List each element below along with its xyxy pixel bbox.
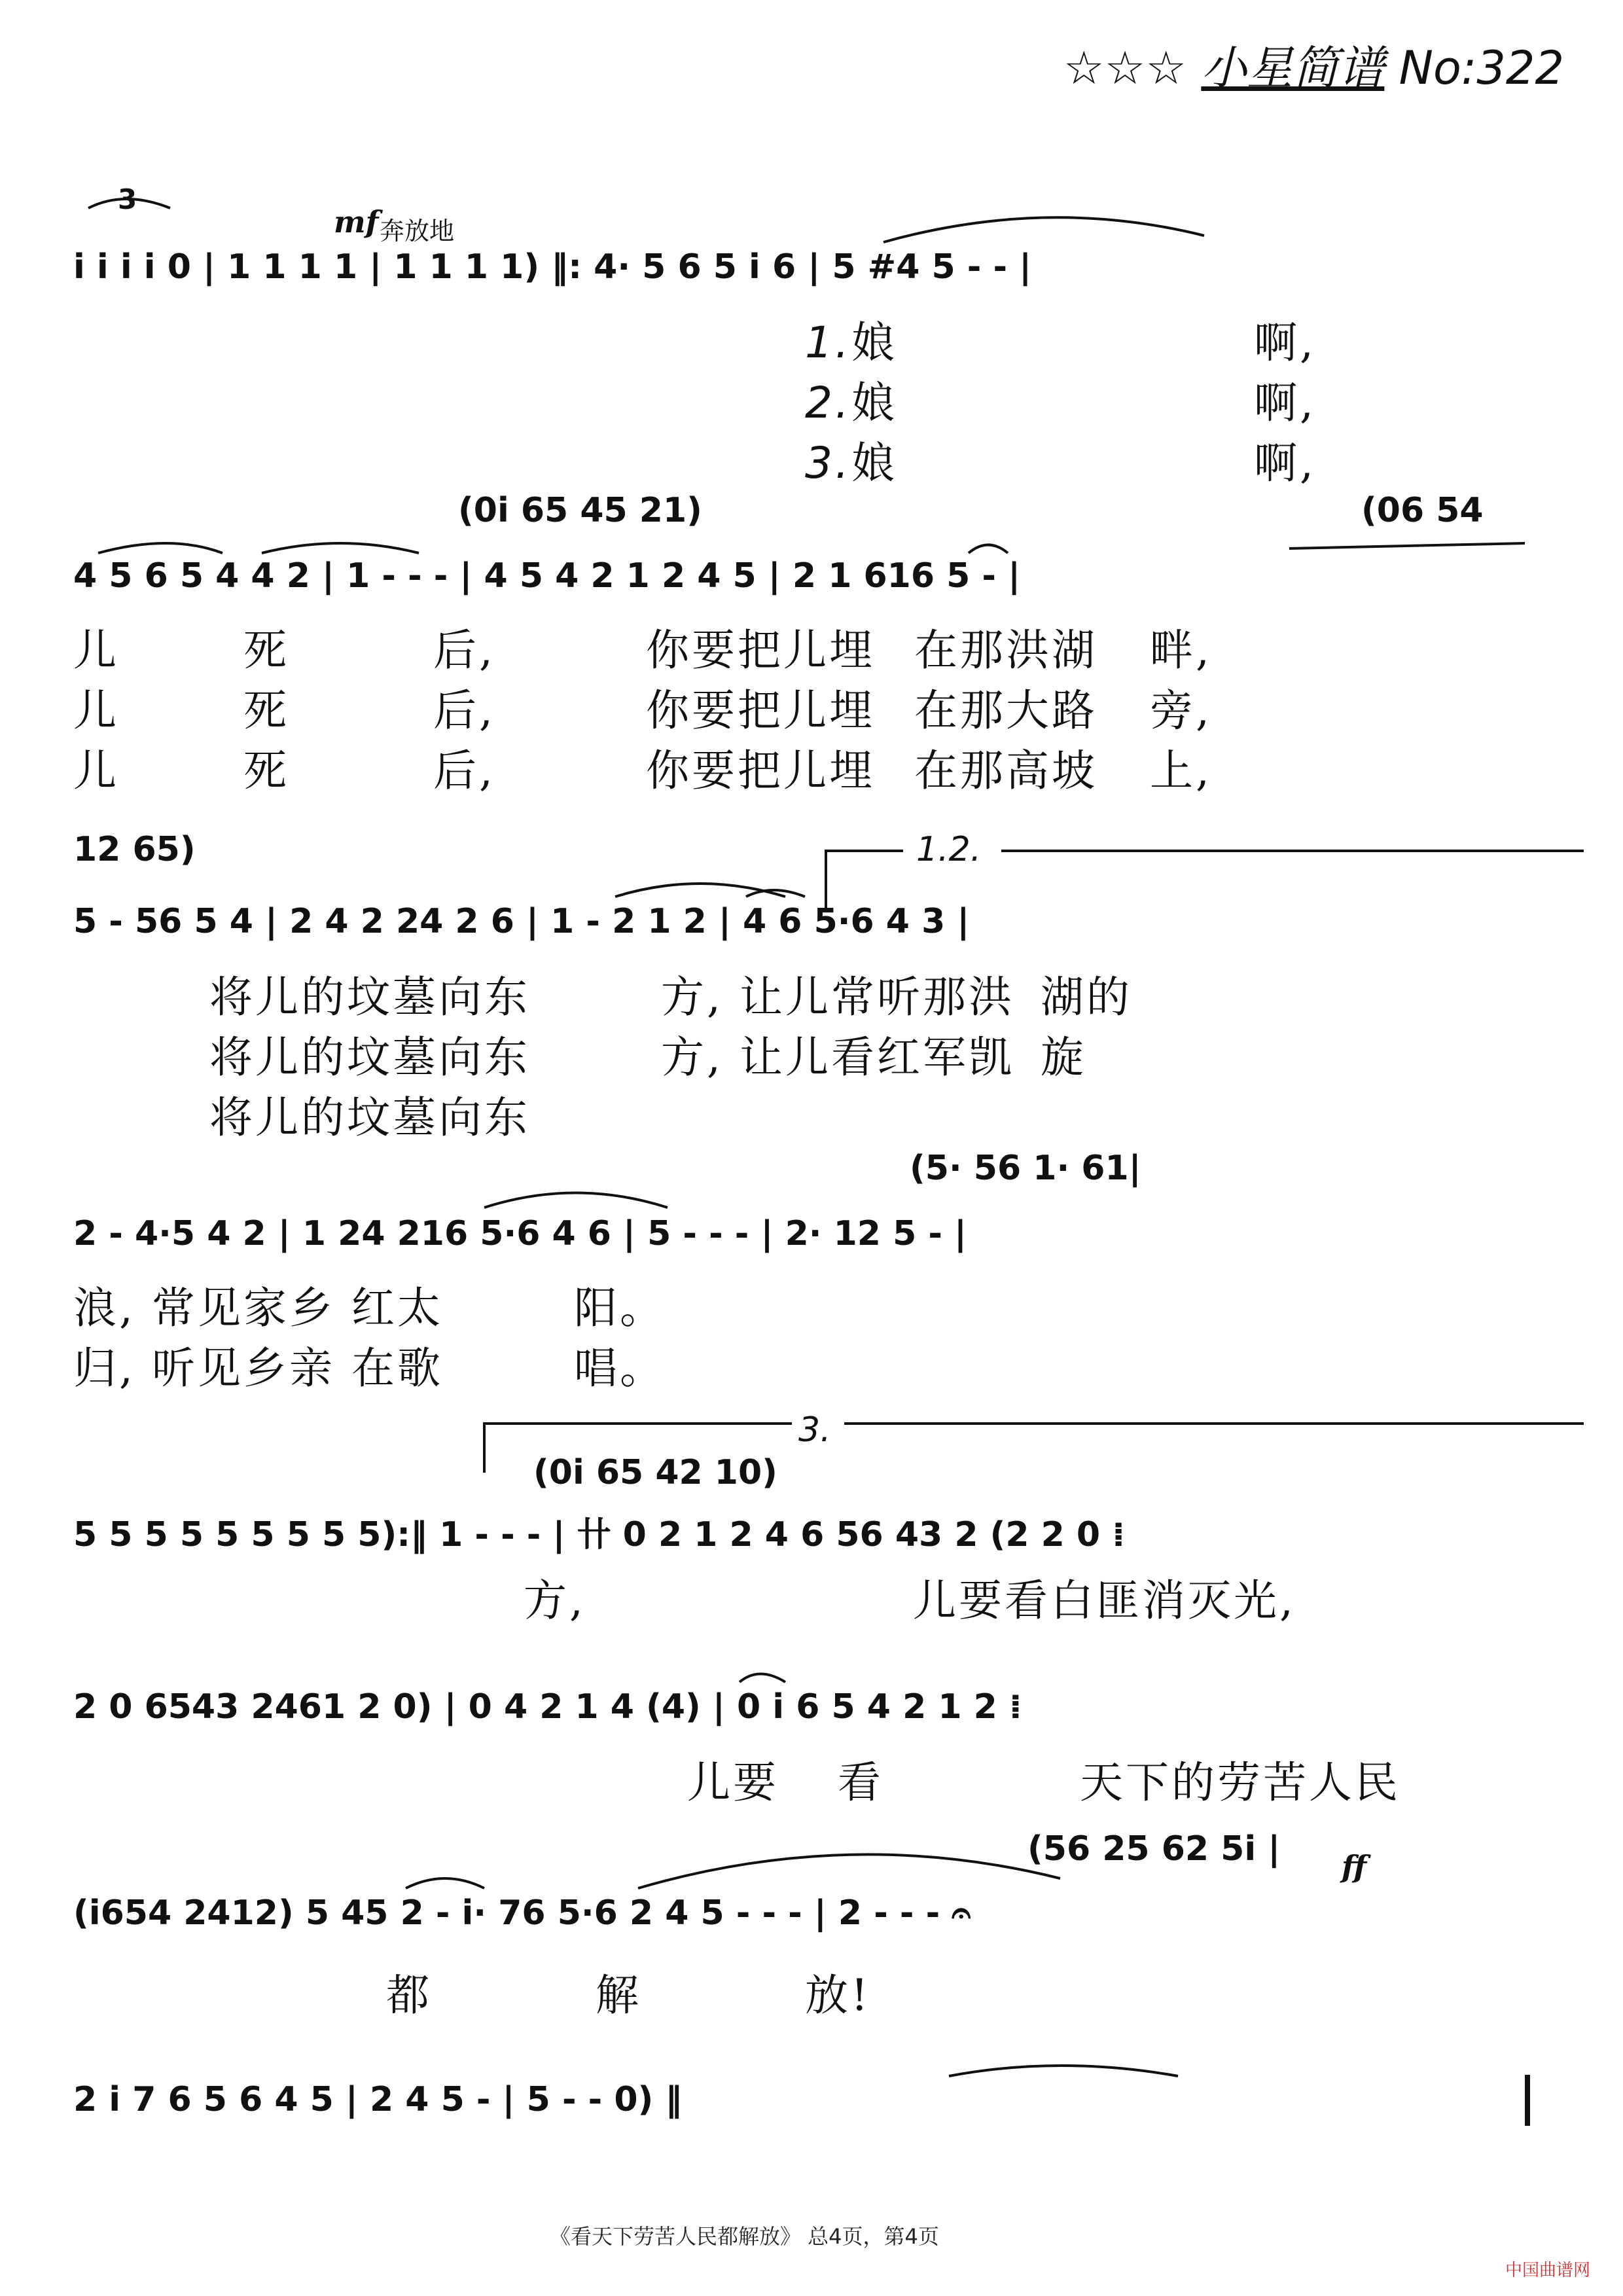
verse-2-line-1: 2.娘 啊, [805,378,1316,428]
star-icons: ☆☆☆ [1063,41,1187,95]
notation-row-6: 2 0 6543 2461 2 0) | 0 4 2 1 4 (4) | 0 i 6 5 4 2 1 2 ⁞ [73,1687,1022,1727]
verse-3-line-3: 将儿的坟墓向东 [209,1092,530,1143]
lyric-line-6: 儿要 看 天下的劳苦人民 [687,1757,1400,1808]
verse-1-line-2: 儿 死 后, 你要把儿埋 在那洪湖 畔, [73,625,1212,675]
verse-2-line-4: 归, 听见乡亲 在歌 唱。 [73,1343,666,1393]
notation-row-3: 5 - 56 5 4 | 2 4 2 24 2 6 | 1 - 2 1 2 | 4 6 5·6 4 3 | [73,902,970,941]
triplet-slur [88,199,170,208]
intro-row-7: (56 25 62 5i | [1027,1829,1281,1869]
dynamic-ff: ff [1342,1849,1367,1884]
lyric-line-5: 方, 儿要看白匪消灭光, [524,1575,1296,1626]
page-footer: 《看天下劳苦人民都解放》 总4页，第4页 [550,2224,939,2249]
intro-row-2: (0i 65 45 21) [458,491,702,530]
notation-row-4: 2 - 4·5 4 2 | 1 24 216 5·6 4 6 | 5 - - - | 2· 12 5 - | [73,1214,967,1253]
intro-row-3: 12 65) [73,830,196,869]
notation-row-2: 4 5 6 5 4 4 2 | 1 - - - | 4 5 4 2 1 2 4 5 | 2 1 616 5 - | [73,556,1021,596]
expression-mark: 奔放地 [380,217,455,245]
lyric-line-7: 都 解 放! [386,1970,871,2020]
volta-1-2: 1.2. [916,830,982,869]
verse-1-line-3: 将儿的坟墓向东 方, 让儿常听那洪 湖的 [209,972,1132,1022]
verse-3-line-2: 儿 死 后, 你要把儿埋 在那高坡 上, [73,745,1212,796]
slur-row1 [883,217,1204,242]
notation-row-5: 5 5 5 5 5 5 5 5 5):‖ 1 - - - | 卄 0 2 1 2 4 6 56 43 2 (2 2 0 ⁞ [73,1515,1125,1554]
notation-row-1: i i i i 0 | 1 1 1 1 | 1 1 1 1) ‖: 4· 5 6 5 i 6 | 5 #4 5 - - | [73,247,1032,287]
intro2-row-2: (06 54 [1361,491,1484,530]
notation-row-7: (i654 2412) 5 45 2 - i· 76 5·6 2 4 5 - - - | 2 - - - 𝄐 [73,1893,971,1933]
verse-2-line-3: 将儿的坟墓向东 方, 让儿看红军凯 旋 [209,1032,1086,1083]
triplet-mark: 3 [118,183,137,215]
intro-row-4: (5· 56 1· 61| [910,1149,1141,1188]
notation-row-8: 2 i 7 6 5 6 4 5 | 2 4 5 - | 5 - - 0) ‖ [73,2080,683,2119]
intro-row-5: (0i 65 42 10) [533,1453,777,1492]
verse-3-line-1: 3.娘 啊, [805,438,1316,488]
brand-title: 小星简谱 [1201,41,1385,95]
verse-1-line-4: 浪, 常见家乡 红太 阳。 [73,1283,666,1333]
watermark-logo: 中国曲谱网 [1505,2261,1591,2280]
verse-1-line-1: 1.娘 啊, [805,317,1316,368]
verse-2-line-2: 儿 死 后, 你要把儿埋 在那大路 旁, [73,685,1212,736]
dynamic-mf: mf [334,204,379,240]
score-number: No:322 [1399,41,1564,95]
volta-3: 3. [798,1410,831,1450]
